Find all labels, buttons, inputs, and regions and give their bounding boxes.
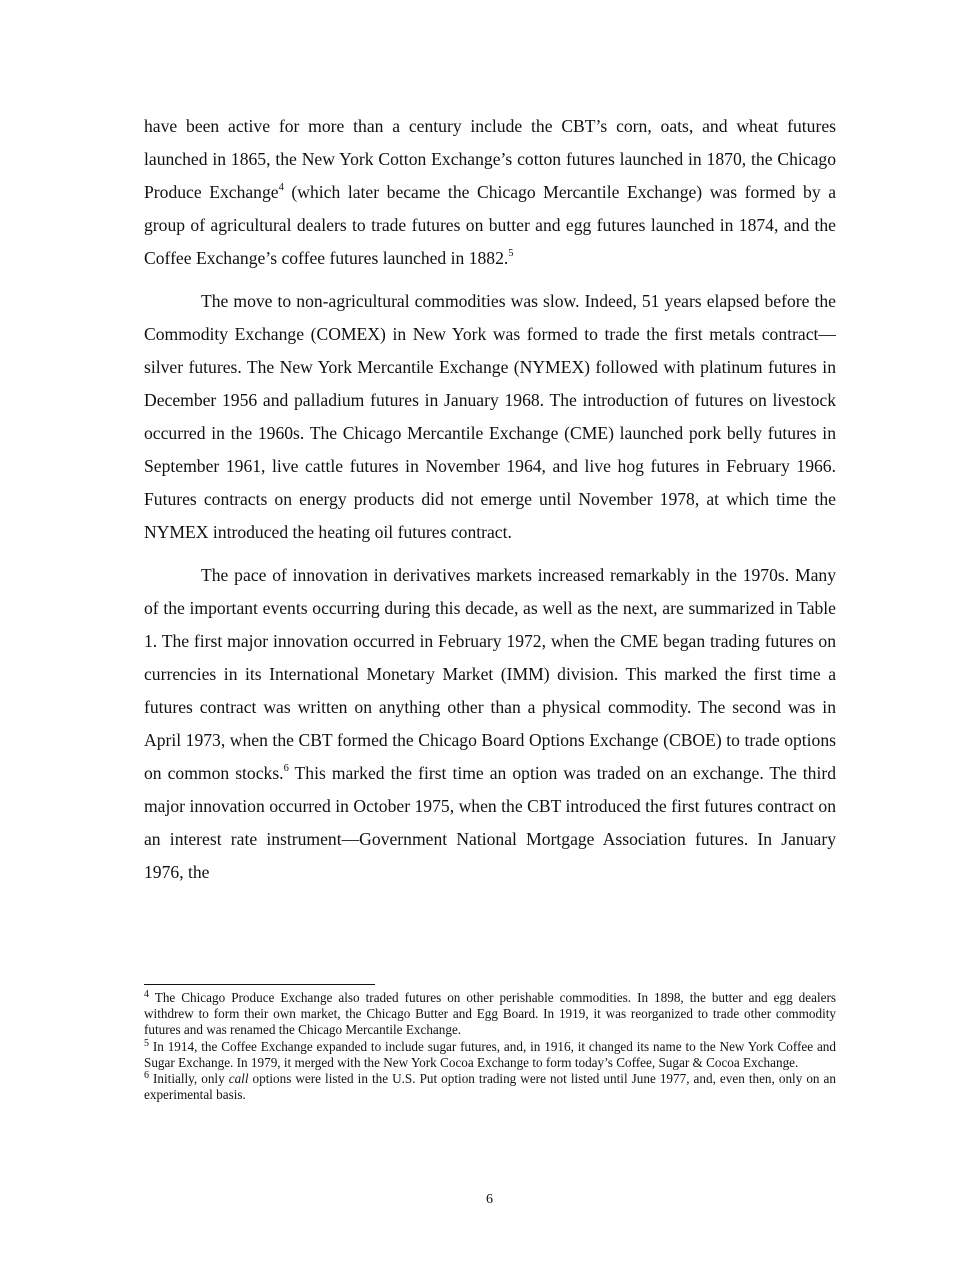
paragraph-1-text-a: have been active for more than a century include the CBT’s corn, oats, and wheat futures launched in 1865, the New York Cotton Exchange’s cotton futures launched in 1870, the Chicago Produce Exchange (144, 116, 836, 202)
footnote-emphasis: call (228, 1071, 249, 1087)
footnote-separator (144, 984, 375, 985)
footnote-marker: 4 (144, 989, 149, 1000)
footnote-text-a: Initially, only (149, 1071, 229, 1087)
paragraph-3 (144, 559, 836, 889)
footnote-ref-6[interactable]: 6 (283, 763, 289, 774)
paragraph-3-text-a: The pace of innovation in derivatives markets increased remarkably in the 1970s. Many of the important events occurring during this decade, as well as the next, are summarized in Table 1. The first major innovation occurred in February 1972, when the CME began trading futures on currencies in its International Monetary Market (IMM) division. This marked the first time a futures contract was written on anything other than a physical commodity. The second was in April 1973, when the CBT formed the Chicago Board Options Exchange (CBOE) to trade options on common stocks. (144, 565, 836, 783)
body-text (144, 110, 836, 899)
page-number: 6 (486, 1192, 493, 1207)
footnote-text: In 1914, the Coffee Exchange expanded to include sugar futures, and, in 1916, it changed its name to the New York Coffee and Sugar Exchange. In 1979, it merged with the New York Cocoa Exchange to form today’s Coffee, Sugar & Cocoa Exchange. (144, 1038, 836, 1070)
paragraph-1-text-b: (which later became the Chicago Mercantile Exchange) was formed by a group of agricultural dealers to trade futures on butter and egg futures launched in 1874, and the Coffee Exchange’s coffee futures launched in 1882. (144, 182, 837, 268)
footnote-5 (144, 1039, 836, 1071)
footnote-text: The Chicago Produce Exchange also traded futures on other perishable commodities. In 1898, the butter and egg dealers withdrew to form their own market, the Chicago Butter and Egg Board. In 1919, it was reorganized to trade other commodity futures and was renamed the Chicago Mercantile Exchange. (144, 990, 836, 1038)
footnotes (144, 990, 836, 1103)
paragraph-1 (144, 110, 836, 275)
paragraph-2: The move to non-agricultural commodities was slow. Indeed, 51 years elapsed before the Commodity Exchange (COMEX) in New York was formed to trade the first metals contract—silver futures. The New York Mercantile Exchange (NYMEX) followed with platinum futures in December 1956 and palladium futures in January 1968. The introduction of futures on livestock occurred in the 1960s. The Chicago Mercantile Exchange (CME) launched pork belly futures in September 1961, live cattle futures in November 1964, and live hog futures in February 1966. Futures contracts on energy products did not emerge until November 1978, at which time the NYMEX introduced the heating oil futures contract. (144, 291, 836, 542)
footnote-6 (144, 1071, 836, 1103)
paragraph-3-text-b: This marked the first time an option was traded on an exchange. The third major innovation occurred in October 1975, when the CBT introduced the first futures contract on an interest rate instrument—Government National Mortgage Association futures. In January 1976, the (144, 763, 837, 882)
footnote-text-b: options were listed in the U.S. Put option trading were not listed until June 1977, and, even then, only on an experimental basis. (144, 1071, 836, 1103)
footnote-4 (144, 990, 836, 1039)
footnote-ref-5[interactable]: 5 (508, 248, 514, 259)
footnote-ref-4[interactable]: 4 (278, 182, 284, 193)
footnote-marker: 6 (144, 1070, 149, 1082)
footnote-marker: 5 (144, 1037, 149, 1049)
